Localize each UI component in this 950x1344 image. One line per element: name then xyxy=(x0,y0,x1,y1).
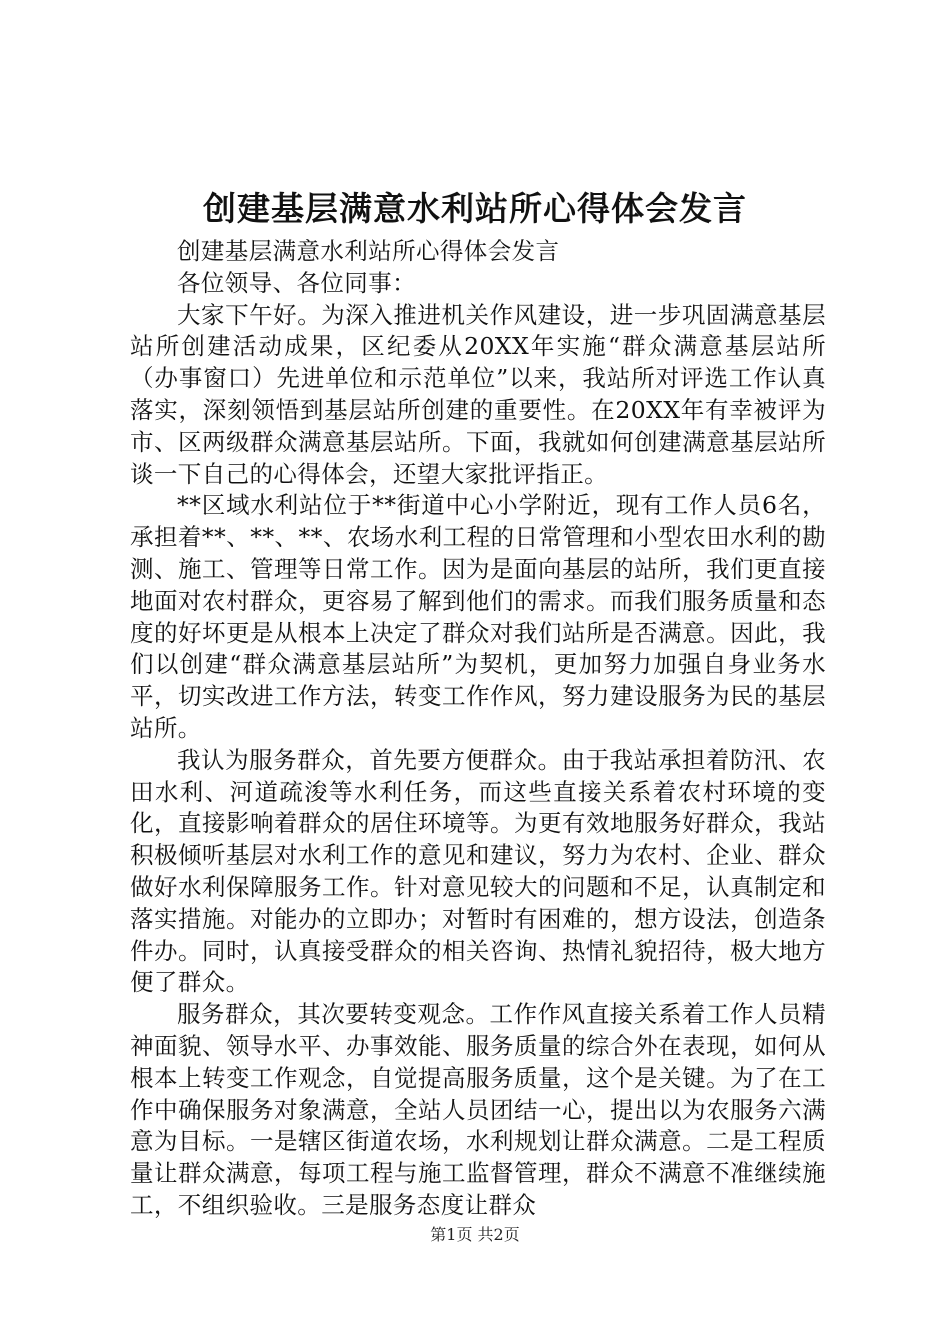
paragraph-change-concept: 服务群众，其次要转变观念。工作作风直接关系着工作人员精神面貌、领导水平、办事效能、服务质量的综合外在表现，如何从根本上转变工作观念，自觉提高服务质量，这个是关键。为了在工作中确保服务对象满意，全站人员团结一心，提出以为农服务六满意为目标。一是辖区街道农场，水利规划让群众满意。二是工程质量让群众满意，每项工程与施工监督管理，群众不满意不准继续施工，不组织验收。三是服务态度让群众 xyxy=(130,1000,826,1219)
paragraph-introduction: 大家下午好。为深入推进机关作风建设，进一步巩固满意基层站所创建活动成果，区纪委从20XX年实施“群众满意基层站所（办事窗口）先进单位和示范单位”以来，我站所对评选工作认真落实，深刻领悟到基层站所创建的重要性。在20XX年有幸被评为市、区两级群众满意基层站所。下面，我就如何创建满意基层站所谈一下自己的心得体会，还望大家批评指正。 xyxy=(130,300,826,488)
page-number-footer: 第1页 共2页 xyxy=(430,1225,520,1244)
document-body xyxy=(130,236,826,1222)
document-title: 创建基层满意水利站所心得体会发言 xyxy=(203,189,747,228)
paragraph-subtitle: 创建基层满意水利站所心得体会发言 xyxy=(177,237,560,265)
paragraph-convenience: 我认为服务群众，首先要方便群众。由于我站承担着防汛、农田水利、河道疏浚等水利任务，而这些直接关系着农村环境的变化，直接影响着群众的居住环境等。为更有效地服务好群众，我站积极倾听基层对水利工作的意见和建议，努力为农村、企业、群众做好水利保障服务工作。针对意见较大的问题和不足，认真制定和落实措施。对能办的立即办；对暂时有困难的，想方设法，创造条件办。同时，认真接受群众的相关咨询、热情礼貌招待，极大地方便了群众。 xyxy=(130,745,826,997)
paragraph-station-overview: **区域水利站位于**街道中心小学附近，现有工作人员6名，承担着**、**、**、农场水利工程的日常管理和小型农田水利的勘测、施工、管理等日常工作。因为是面向基层的站所，我们更直接地面对农村群众，更容易了解到他们的需求。而我们服务质量和态度的好坏更是从根本上决定了群众对我们站所是否满意。因此，我们以创建“群众满意基层站所”为契机，更加努力加强自身业务水平，切实改进工作方法，转变工作作风，努力建设服务为民的基层站所。 xyxy=(130,491,826,742)
paragraph-salutation: 各位领导、各位同事： xyxy=(177,268,416,297)
